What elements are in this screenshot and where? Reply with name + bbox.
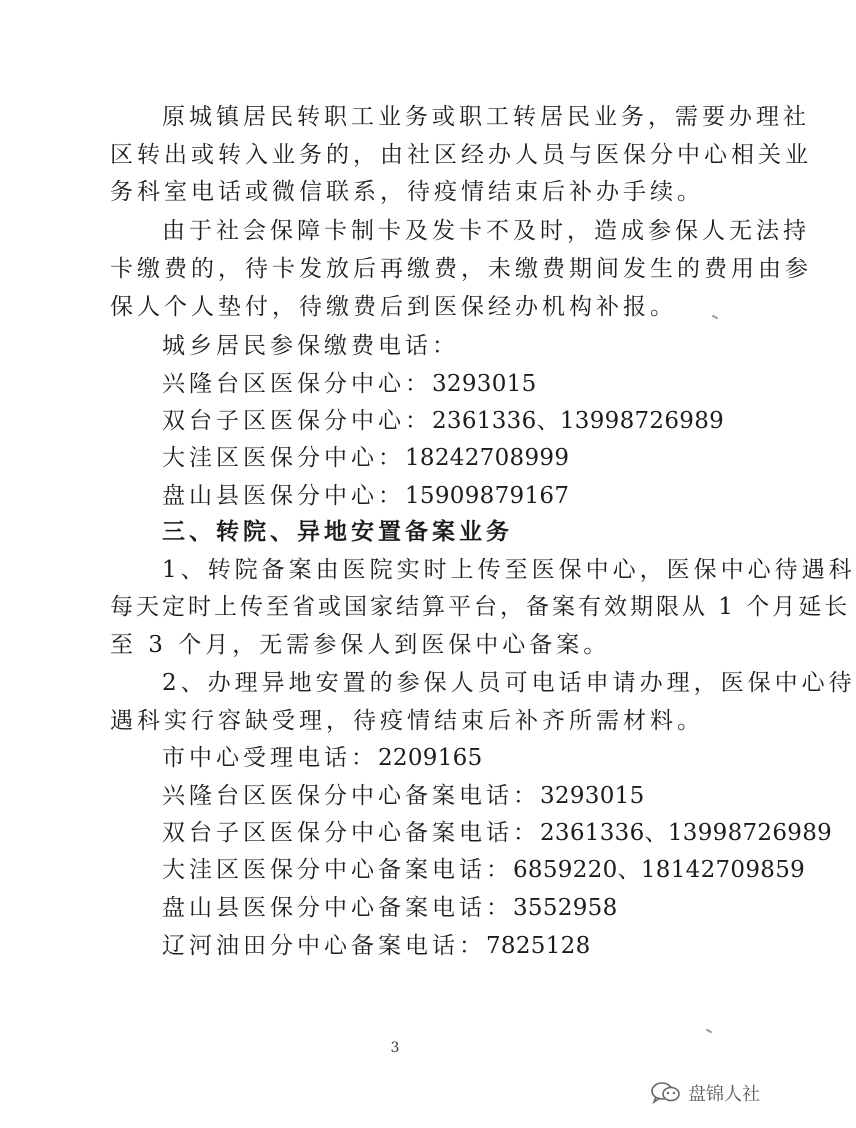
section-3-heading: 三、转院、异地安置备案业务 [162, 518, 513, 545]
paragraph-1-line-1: 原城镇居民转职工业务或职工转居民业务，需要办理社 [162, 104, 810, 130]
scan-speck [712, 315, 718, 320]
page-number: 3 [390, 1040, 400, 1056]
phone-label: 盘山县医保分中心备案电话： [162, 895, 513, 921]
phone-label: 大洼区医保分中心： [162, 445, 405, 471]
filing-phone-line [162, 931, 762, 961]
phone-number: 18242708999 [405, 445, 570, 471]
phone-label: 辽河油田分中心备案电话： [162, 933, 486, 959]
section-3-paragraph-1-line-3: 至 3 个月，无需参保人到医保中心备案。 [110, 632, 611, 658]
phone-number: 2361336、13998726989 [540, 820, 833, 846]
watermark [650, 1078, 760, 1108]
filing-phone-line [162, 893, 762, 923]
paragraph-2-line-2: 卡缴费的，待卡发放后再缴费，未缴费期间发生的费用由参 [110, 256, 812, 282]
payment-phone-line [162, 406, 762, 436]
paragraph-1-line-3: 务科室电话或微信联系，待疫情结束后补办手续。 [110, 179, 704, 205]
filing-phone-line [162, 743, 762, 773]
phone-number: 7825128 [486, 933, 591, 959]
paragraph-1-line-2: 区转出或转入业务的，由社区经办人员与医保分中心相关业 [110, 142, 812, 168]
payment-phone-line [162, 443, 762, 473]
wechat-official-account-icon [650, 1080, 682, 1106]
section-3-paragraph-1-line-2: 每天定时上传至省或国家结算平台，备案有效期限从 1 个月延长 [110, 594, 851, 620]
phone-number: 3293015 [540, 783, 645, 809]
watermark-text: 盘锦人社 [688, 1084, 760, 1105]
phone-label: 兴隆台区医保分中心备案电话： [162, 783, 540, 809]
phone-label: 市中心受理电话： [162, 745, 378, 771]
section-3-paragraph-1-line-1: 1、转院备案由医院实时上传至医保中心，医保中心待遇科 [162, 557, 856, 583]
filing-phone-line [162, 781, 762, 811]
paragraph-2-line-3: 保人个人垫付，待缴费后到医保经办机构补报。 [110, 294, 677, 320]
filing-phone-line [162, 818, 833, 848]
section-3-paragraph-2-line-1: 2、办理异地安置的参保人员可电话申请办理，医保中心待 [162, 670, 856, 696]
phone-number: 3293015 [432, 371, 537, 397]
section-3-paragraph-2-line-2: 遇科实行容缺受理，待疫情结束后补齐所需材料。 [110, 708, 704, 734]
phone-label: 双台子区医保分中心： [162, 408, 432, 434]
payment-phones-title: 城乡居民参保缴费电话： [162, 333, 459, 359]
phone-number: 3552958 [513, 895, 618, 921]
paragraph-2-line-1: 由于社会保障卡制卡及发卡不及时，造成参保人无法持 [162, 218, 810, 244]
phone-number: 15909879167 [405, 483, 570, 509]
phone-number: 6859220、18142709859 [513, 857, 806, 883]
phone-label: 盘山县医保分中心： [162, 483, 405, 509]
scan-speck [706, 1029, 712, 1034]
payment-phone-line [162, 369, 762, 399]
payment-phone-line [162, 481, 762, 511]
phone-number: 2361336、13998726989 [432, 408, 725, 434]
phone-number: 2209165 [378, 745, 483, 771]
phone-label: 双台子区医保分中心备案电话： [162, 820, 540, 846]
phone-label: 大洼区医保分中心备案电话： [162, 857, 513, 883]
filing-phone-line [162, 855, 806, 885]
phone-label: 兴隆台区医保分中心： [162, 371, 432, 397]
